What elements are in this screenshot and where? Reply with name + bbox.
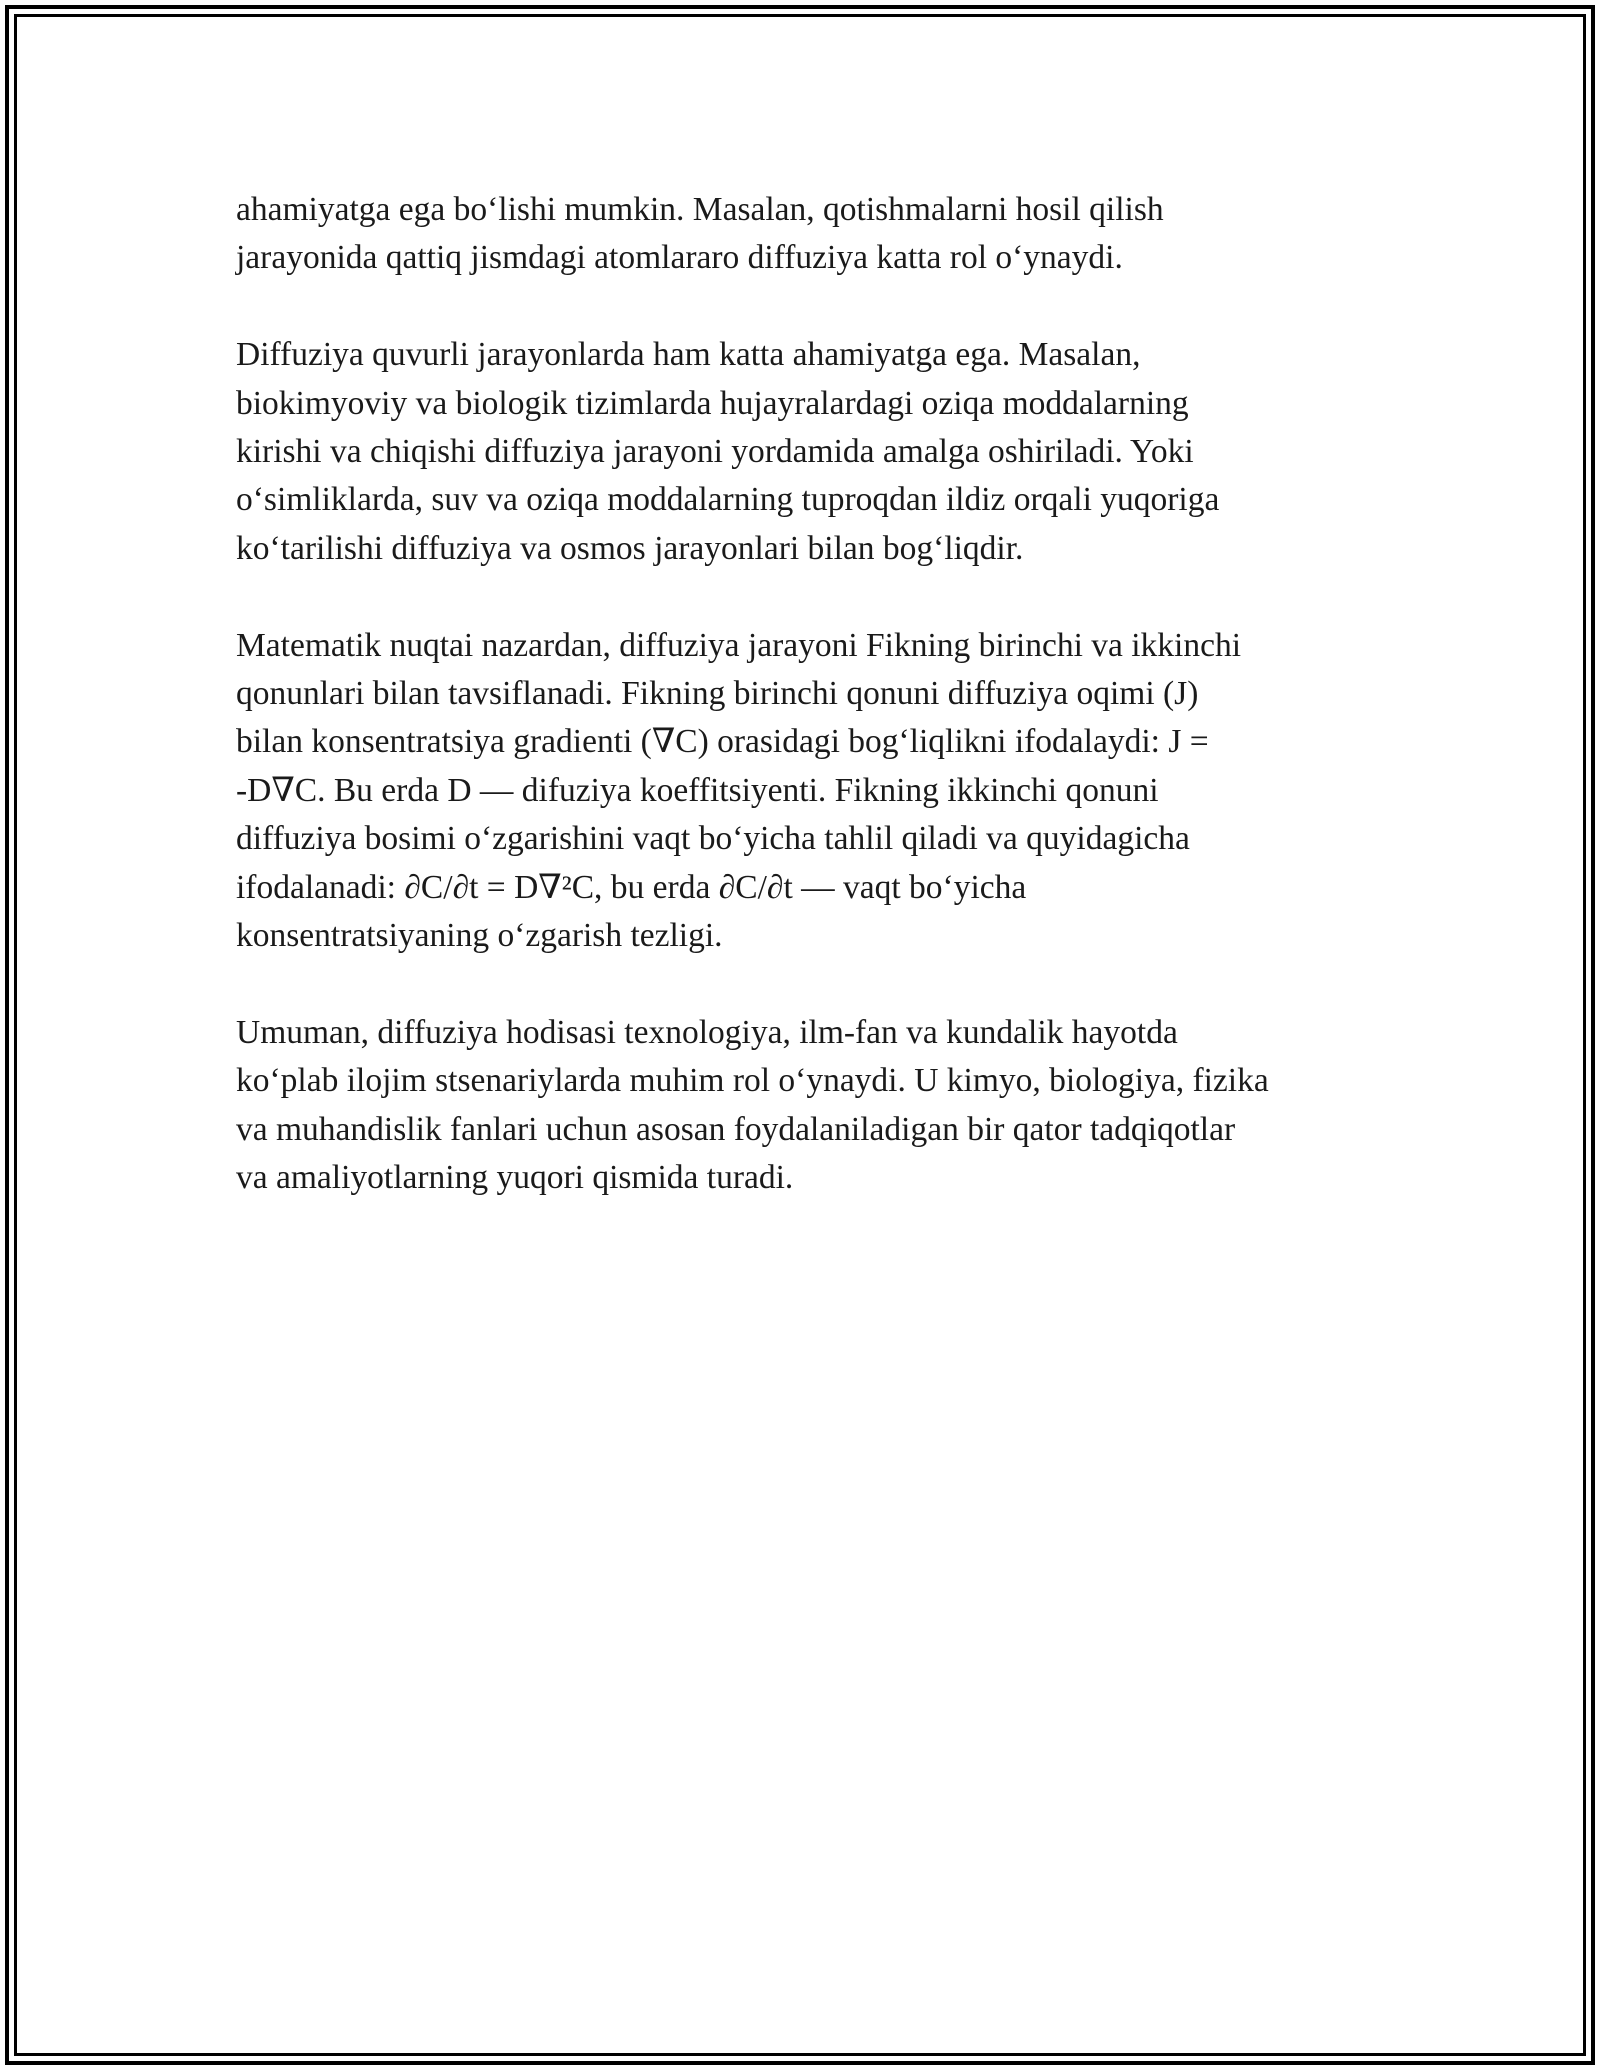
text-line: jarayonida qattiq jismdagi atomlararo diffuziya katta rol o‘ynaydi. [236, 239, 1123, 277]
paragraph [236, 331, 1376, 573]
text-line: ko‘tarilishi diffuziya va osmos jarayonlari bilan bog‘liqdir. [236, 529, 1024, 567]
text-line: ifodalanadi: ∂C/∂t = D∇²C, bu erda ∂C/∂t — vaqt bo‘yicha [236, 868, 1027, 906]
text-line: diffuziya bosimi o‘zgarishini vaqt bo‘yicha tahlil qiladi va quyidagicha [236, 820, 1190, 858]
text-line: va amaliyotlarning yuqori qismida turadi. [236, 1159, 794, 1197]
text-line: o‘simliklarda, suv va oziqa moddalarning tuproqdan ildiz orqali yuqoriga [236, 481, 1220, 519]
text-line: qonunlari bilan tavsiflanadi. Fikning birinchi qonuni diffuziya oqimi (J) [236, 675, 1199, 713]
text-line: -D∇C. Bu erda D — difuziya koeffitsiyenti. Fikning ikkinchi qonuni [236, 771, 1159, 809]
paragraph [236, 622, 1376, 961]
paragraph [236, 1009, 1376, 1203]
text-line: Umuman, diffuziya hodisasi texnologiya, ilm-fan va kundalik hayotda [236, 1013, 1178, 1051]
text-line: kirishi va chiqishi diffuziya jarayoni yordamida amalga oshiriladi. Yoki [236, 433, 1194, 471]
paragraph [236, 186, 1376, 283]
document-body [236, 186, 1376, 1251]
text-line: biokimyoviy va biologik tizimlarda hujayralardagi oziqa moddalarning [236, 384, 1189, 422]
text-line: Matematik nuqtai nazardan, diffuziya jarayoni Fikning birinchi va ikkinchi [236, 626, 1242, 664]
text-line: bilan konsentratsiya gradienti (∇C) orasidagi bog‘liqlikni ifodalaydi: J = [236, 723, 1209, 761]
text-line: ahamiyatga ega bo‘lishi mumkin. Masalan, qotishmalarni hosil qilish [236, 191, 1164, 228]
text-line: va muhandislik fanlari uchun asosan foydalaniladigan bir qator tadqiqotlar [236, 1110, 1236, 1148]
text-line: Diffuziya quvurli jarayonlarda ham katta ahamiyatga ega. Masalan, [236, 336, 1141, 374]
text-line: ko‘plab ilojim stsenariylarda muhim rol o‘ynaydi. U kimyo, biologiya, fizika [236, 1062, 1269, 1100]
text-line: konsentratsiyaning o‘zgarish tezligi. [236, 917, 723, 955]
